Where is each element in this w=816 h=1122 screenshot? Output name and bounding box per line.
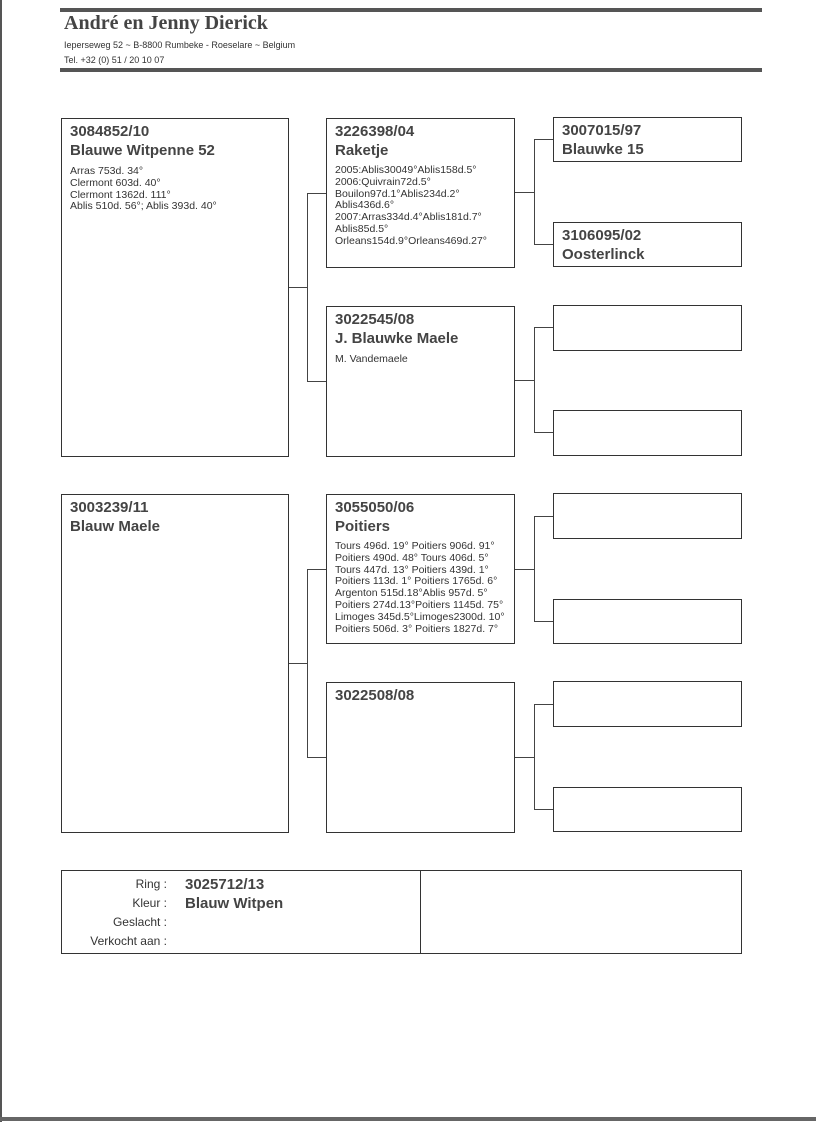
note-line: Clermont 1362d. 111° — [70, 188, 171, 201]
sire-sire-dam-card — [553, 222, 742, 267]
note-line: Poitiers 490d. 48° Tours 406d. 5° — [335, 551, 489, 564]
dam-ring: 3003239/11 — [70, 499, 149, 516]
connector — [307, 193, 308, 382]
note-line: Poitiers 274d.13°Poitiers 1145d. 75° — [335, 598, 504, 611]
sire-sire-dam-ring: 3106095/02 — [562, 227, 642, 244]
connector — [515, 757, 534, 758]
dam-sire-name: Poitiers — [335, 518, 391, 535]
page-edge — [0, 0, 2, 1122]
note-line: Ablis436d.6° — [335, 199, 395, 212]
connector — [534, 621, 553, 622]
note-line: Limoges 345d.5°Limoges2300d. 10° — [335, 610, 505, 623]
note-line: Ablis85d.5° — [335, 222, 389, 235]
sire-card — [61, 118, 289, 457]
sire-dam-notes — [335, 354, 514, 366]
sire-sire-sire-name: Blauwke 15 — [562, 141, 644, 158]
note-line: Arras 753d. 34° — [70, 165, 144, 177]
sire-sire-card — [326, 118, 515, 268]
note-line: 2006:Quivrain72d.5° — [335, 175, 431, 188]
connector — [515, 192, 534, 193]
connector — [289, 287, 307, 288]
ring-value: 3025712/13 — [185, 876, 265, 893]
connector — [534, 327, 535, 433]
kleur-label: Kleur : — [132, 896, 167, 910]
header-bottom-rule — [60, 68, 762, 72]
dam-sire-card — [326, 494, 515, 644]
breeder-name: André en Jenny Dierick — [64, 12, 268, 34]
sire-sire-notes — [335, 165, 514, 248]
connector — [534, 516, 553, 517]
dam-dam-card — [326, 682, 515, 833]
sire-dam-card — [326, 306, 515, 457]
dam-sire-sire-card — [553, 493, 742, 539]
sire-sire-sire-card — [553, 117, 742, 162]
note-line: Orleans154d.9°Orleans469d.27° — [335, 234, 487, 247]
sire-notes — [70, 166, 288, 213]
note-line: Clermont 603d. 40° — [70, 176, 161, 189]
connector — [534, 244, 553, 245]
sire-dam-dam-card — [553, 410, 742, 456]
verkocht-label: Verkocht aan : — [90, 934, 167, 948]
sire-name: Blauwe Witpenne 52 — [70, 142, 215, 159]
connector — [515, 380, 534, 381]
info-labels — [61, 870, 167, 954]
connector — [307, 757, 326, 758]
sire-dam-name: J. Blauwke Maele — [335, 330, 459, 347]
dam-dam-sire-card — [553, 681, 742, 727]
connector — [534, 809, 553, 810]
sire-sire-name: Raketje — [335, 142, 389, 159]
connector — [307, 193, 326, 194]
note-line: M. Vandemaele — [335, 353, 408, 365]
ring-label: Ring : — [135, 877, 167, 891]
sire-dam-ring: 3022545/08 — [335, 311, 415, 328]
geslacht-label: Geslacht : — [112, 915, 167, 929]
dam-dam-ring: 3022508/08 — [335, 687, 415, 704]
connector — [534, 516, 535, 622]
note-line: Poitiers 506d. 3° Poitiers 1827d. 7° — [335, 622, 499, 635]
sire-sire-sire-ring: 3007015/97 — [562, 122, 642, 139]
note-line: Tours 447d. 13° Poitiers 439d. 1° — [335, 563, 489, 576]
note-line: 2007:Arras334d.4°Ablis181d.7° — [335, 211, 482, 224]
connector — [534, 432, 553, 433]
breeder-address: Ieperseweg 52 ~ B-8800 Rumbeke - Roeselare ~ Belgium — [64, 40, 296, 50]
dam-name: Blauw Maele — [70, 518, 161, 535]
sire-ring: 3084852/10 — [70, 123, 150, 140]
dam-sire-dam-card — [553, 599, 742, 644]
note-line: Argenton 515d.18°Ablis 957d. 5° — [335, 587, 488, 600]
note-line: Tours 496d. 19° Poitiers 906d. 91° — [335, 540, 495, 552]
dam-card — [61, 494, 289, 833]
connector — [307, 569, 326, 570]
connector — [515, 569, 534, 570]
connector — [307, 381, 326, 382]
connector — [534, 139, 553, 140]
note-line: Ablis 510d. 56°; Ablis 393d. 40° — [70, 200, 217, 213]
dam-sire-notes — [335, 541, 514, 635]
dam-dam-dam-card — [553, 787, 742, 832]
breeder-phone: Tel. +32 (0) 51 / 20 10 07 — [64, 55, 165, 65]
page-edge-bottom — [0, 1117, 816, 1121]
sire-sire-ring: 3226398/04 — [335, 123, 415, 140]
connector — [307, 569, 308, 758]
connector — [534, 704, 535, 810]
connector — [534, 139, 535, 245]
connector — [534, 327, 553, 328]
sire-dam-sire-card — [553, 305, 742, 351]
dam-sire-ring: 3055050/06 — [335, 499, 415, 516]
note-line: Bouilon97d.1°Ablis234d.2° — [335, 187, 460, 200]
info-divider — [420, 870, 421, 954]
note-line: Poitiers 113d. 1° Poitiers 1765d. 6° — [335, 575, 498, 588]
connector — [534, 704, 553, 705]
connector — [289, 663, 307, 664]
sire-sire-dam-name: Oosterlinck — [562, 246, 645, 263]
note-line: 2005:Ablis30049°Ablis158d.5° — [335, 164, 477, 176]
kleur-value: Blauw Witpen — [185, 895, 284, 912]
